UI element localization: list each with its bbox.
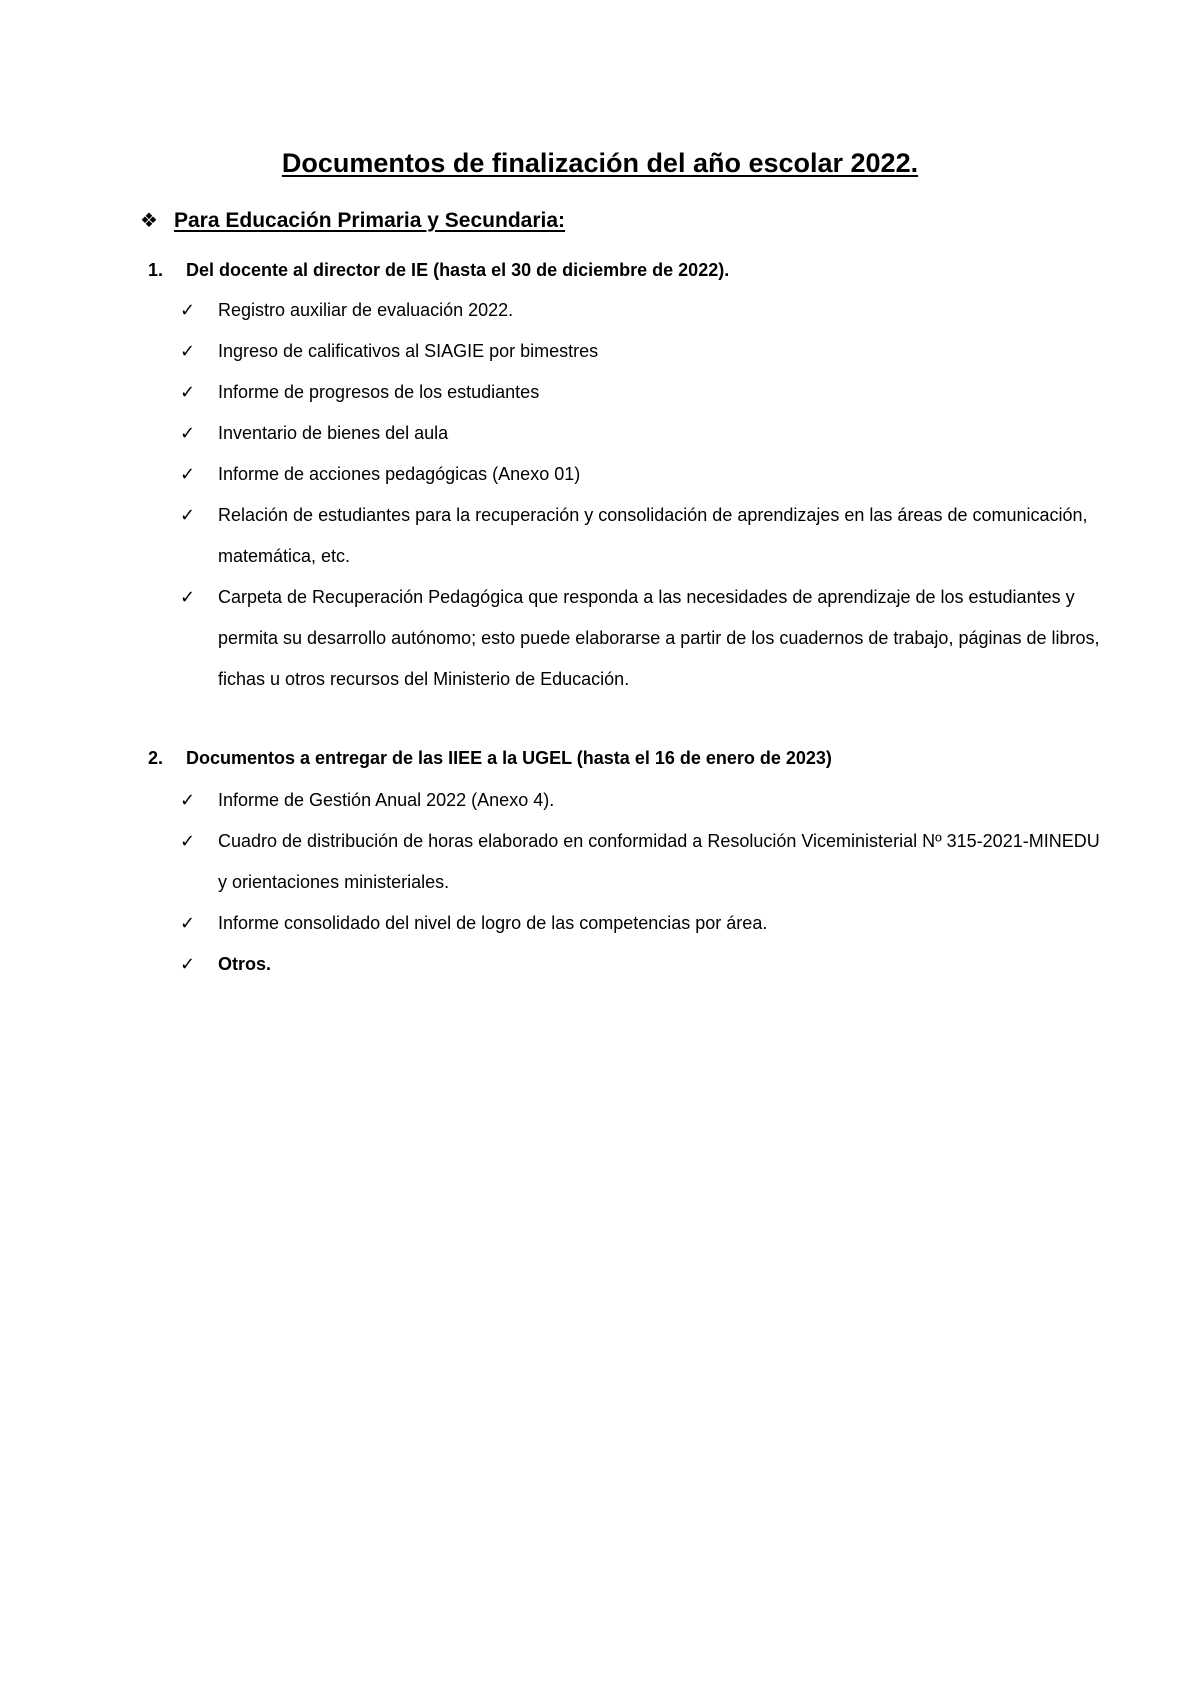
checkmark-icon: ✓: [180, 300, 196, 320]
list-item: [180, 577, 1100, 700]
list-item-text: Cuadro de distribución de horas elaborado en conformidad a Resolución Viceministerial Nº 315-2021-MINEDU y orientaciones ministeriales.: [218, 831, 1100, 892]
checkmark-icon: ✓: [180, 505, 196, 525]
list-item-text: Informe consolidado del nivel de logro de las competencias por área.: [218, 913, 768, 933]
list-item-text: Informe de acciones pedagógicas (Anexo 01): [218, 464, 581, 484]
item-text: Documentos a entregar de las IIEE a la UGEL (hasta el 16 de enero de 2023): [186, 748, 832, 768]
list-item-text: Inventario de bienes del aula: [218, 423, 449, 443]
list-item-text: Registro auxiliar de evaluación 2022.: [218, 300, 514, 320]
list-item: [180, 372, 1100, 413]
checklist-2: [180, 780, 1100, 985]
list-item: [180, 290, 1100, 331]
numbered-item-1: [148, 257, 729, 283]
list-item: [180, 944, 1100, 985]
list-item-text: Informe de progresos de los estudiantes: [218, 382, 540, 402]
checkmark-icon: ✓: [180, 831, 196, 851]
list-item-text: Relación de estudiantes para la recuperación y consolidación de aprendizajes en las áreas de comunicación, matemática, etc.: [218, 505, 1088, 566]
list-item: [180, 903, 1100, 944]
list-item: [180, 821, 1100, 903]
list-item-text: Informe de Gestión Anual 2022 (Anexo 4).: [218, 790, 555, 810]
list-item: [180, 780, 1100, 821]
section-heading: [140, 206, 565, 236]
list-item: [180, 454, 1100, 495]
list-item-text: Ingreso de calificativos al SIAGIE por bimestres: [218, 341, 599, 361]
list-item-text: Carpeta de Recuperación Pedagógica que responda a las necesidades de aprendizaje de los estudiantes y permita su desarrollo autónomo; esto puede elaborarse a partir de los cuadernos de trabajo, páginas de libros, fichas u otros recursos del Ministerio de Educación.: [218, 587, 1100, 689]
checkmark-icon: ✓: [180, 341, 196, 361]
item-number: 1.: [148, 260, 164, 280]
numbered-item-2: [148, 745, 832, 771]
checkmark-icon: ✓: [180, 423, 196, 443]
item-text: Del docente al director de IE (hasta el 30 de diciembre de 2022).: [186, 260, 730, 280]
list-item: [180, 331, 1100, 372]
checkmark-icon: ✓: [180, 382, 196, 402]
item-number: 2.: [148, 748, 164, 768]
checkmark-icon: ✓: [180, 464, 196, 484]
document-title: Documentos de finalización del año escolar 2022.: [281, 148, 919, 178]
list-item: [180, 495, 1100, 577]
diamond-bullet-icon: ❖: [140, 210, 158, 232]
list-item-text: Otros.: [218, 954, 272, 974]
section-heading-text: Para Educación Primaria y Secundaria:: [174, 209, 566, 232]
checkmark-icon: ✓: [180, 954, 196, 974]
checkmark-icon: ✓: [180, 587, 196, 607]
checkmark-icon: ✓: [180, 790, 196, 810]
checkmark-icon: ✓: [180, 913, 196, 933]
list-item: [180, 413, 1100, 454]
checklist-1: [180, 290, 1100, 700]
